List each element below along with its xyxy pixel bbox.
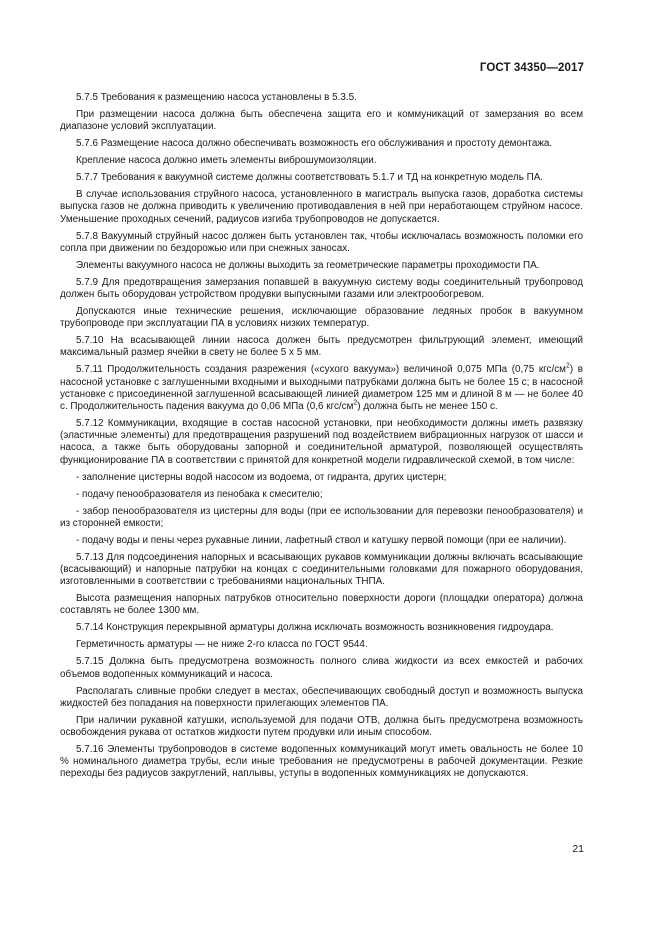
paragraph: 5.7.5 Требования к размещению насоса установлены в 5.3.5. [76,92,357,103]
paragraph: 5.7.6 Размещение насоса должно обеспечивать возможность его обслуживания и простоту демонтажа. [76,138,553,150]
paragraph: Располагать сливные пробки следует в местах, обеспечивающих свободный доступ и возможность выпуска жидкостей без попадания на поверхности прилегающих элементов ПА. [60,685,583,709]
paragraph: Элементы вакуумного насоса не должны выходить за геометрические параметры проходимости ПА. [76,259,540,271]
paragraph: В случае использования струйного насоса, установленного в магистраль выпуска газов, доработка системы выпуска газов не должна приводить к увеличению противодавления в ней при неработающем струйном насосе. Уменьшение проходных сечений, радиусов изгиба трубопроводов не допускается. [60,189,583,225]
list-item: - забор пенообразователя из цистерны для воды (при ее использовании для перевозки пенообразователя) и из сторонней емкости; [60,505,583,529]
paragraph: 5.7.13 Для подсоединения напорных и всасывающих рукавов коммуникации должны включать всасывающие (всасывающий) и напорные патрубки на концах с соединительными головками для пожарного оборудования, изготовленными в соответствии с требованиями национальных ТНПА. [60,551,583,588]
standard-header: ГОСТ 34350—2017 [479,62,584,74]
list-item: - подачу пенообразователя из пенобака к смесителю; [76,488,323,500]
paragraph: 5.7.16 Элементы трубопроводов в системе водопенных коммуникаций могут иметь овальность не более 10 % номинального диаметра трубы, если иные требования не предусмотрены в рабочей документации. Резкие переходы без радиусов закруглений, наплывы, уступы в водопенных коммуникациях не допускаются. [60,744,583,780]
paragraph: При наличии рукавной катушки, используемой для подачи ОТВ, должна быть предусмотрена возможность освобождения рукава от остатков жидкости путем продувки или иным способом. [60,714,583,739]
superscript: 2 [565,363,570,371]
paragraph: 5.7.7 Требования к вакуумной системе должны соответствовать 5.1.7 и ТД на конкретную модель ПА. [76,172,544,184]
paragraph: 5.7.9 Для предотвращения замерзания попавшей в вакуумную систему воды соединительный трубопровод должен быть оборудован устройством продувки выпускными газами или электрообогревом. [60,276,583,301]
paragraph: 5.7.10 На всасывающей линии насоса должен быть предусмотрен фильтрующий элемент, имеющий максимальный размер ячейки в свету не более 5 х 5 мм. [60,335,583,359]
paragraph-5-7-11 [60,364,583,413]
paragraph: 5.7.14 Конструкция перекрывной арматуры должна исключать возможность возникновения гидроудара. [76,622,554,634]
paragraph: При размещении насоса должна быть обеспечена защита его и коммуникаций от замерзания во всем диапазоне условий эксплуатации. [60,109,583,133]
paragraph: Высота размещения напорных патрубков относительно поверхности дороги (площадки оператора) должна составлять не более 1300 мм. [60,593,583,617]
paragraph: Допускаются иные технические решения, исключающие образование ледяных пробок в вакуумном трубопроводе при эксплуатации ПА в условиях низких температур. [60,306,583,330]
page-number: 21 [572,843,584,855]
paragraph: Герметичность арматуры — не ниже 2-го класса по ГОСТ 9544. [76,639,368,651]
text-run: 5.7.11 Продолжительность создания разрежения («сухого вакуума») величиной 0,075 МПа (0,75 кгс/см [76,364,566,376]
superscript: 2 [353,399,358,407]
text-run: ) должна быть не менее 150 с. [357,401,498,413]
paragraph: 5.7.12 Коммуникации, входящие в состав насосной установки, при необходимости должны иметь развязку (эластичные элементы) для предотвращения разрушений под воздействием вибрационных нагрузок от шасси и насоса, а также быть оборудованы запорной и соединительной арматурой, позволяющей осуществлять функционирование ПА в соответствии с принятой для конкретной модели гидравлической схемой, в том числе: [60,418,583,466]
text-run: ) в насосной установке с заглушенными входными и выходными патрубками должна быть не более 15 с; в насосной установке с присоединенной заглушенной всасывающей линией диаметром 125 мм и длиной 8 м — не более 40 с. Продолжительность падения вакуума до 0,06 МПа (0,6 кгс/см [60,364,583,413]
paragraph: 5.7.15 Должна быть предусмотрена возможность полного слива жидкости из всех емкостей и рабочих объемов водопенных коммуникаций и насоса. [60,656,583,680]
list-item: - заполнение цистерны водой насосом из водоема, от гидранта, других цистерн; [76,471,447,483]
paragraph: 5.7.8 Вакуумный струйный насос должен быть установлен так, чтобы исключалась возможность поломки его сопла при движении по бездорожью или при снежных заносах. [60,230,583,254]
body-text [60,92,583,785]
paragraph: Крепление насоса должно иметь элементы виброшумоизоляции. [76,155,377,167]
list-item: - подачу воды и пены через рукавные линии, лафетный ствол и катушку первой помощи (при ее наличии). [76,534,567,546]
